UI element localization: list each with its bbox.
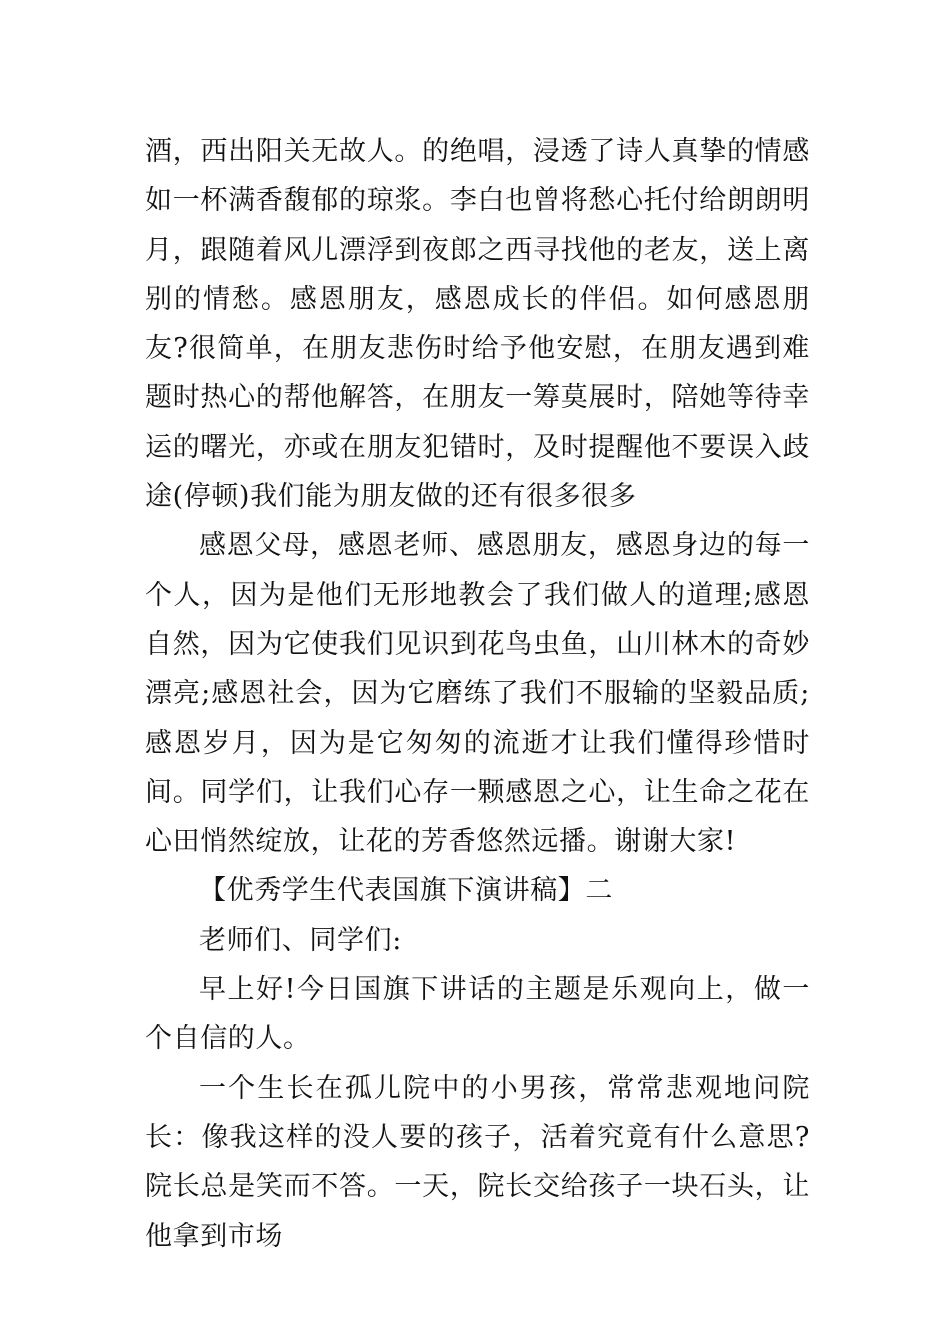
paragraph-salutation: 老师们、同学们: <box>199 924 402 956</box>
section-heading: 【优秀学生代表国旗下演讲稿】二 <box>199 875 613 907</box>
paragraph-story: 一个生长在孤儿院中的小男孩，常常悲观地问院长：像我这样的没人要的孩子，活着究竟有什么意思?院长总是笑而不答。一天，院长交给孩子一块石头，让他拿到市场 <box>145 1072 810 1252</box>
paragraph-friendship: 酒，西出阳关无故人。的绝唱，浸透了诗人真挚的情感如一杯满香馥郁的琼浆。李白也曾将愁心托付给朗朗明月，跟随着风儿漂浮到夜郎之西寻找他的老友，送上离别的情愁。感恩朋友，感恩成长的伴侣。如何感恩朋友?很简单，在朋友悲伤时给予他安慰，在朋友遇到难题时热心的帮他解答，在朋友一筹莫展时，陪她等待幸运的曙光，亦或在朋友犯错时，及时提醒他不要误入歧途(停顿)我们能为朋友做的还有很多很多 <box>145 136 810 513</box>
document-body <box>145 127 810 1261</box>
paragraph-greeting: 早上好!今日国旗下讲话的主题是乐观向上，做一个自信的人。 <box>145 974 810 1055</box>
paragraph-gratitude: 感恩父母，感恩老师、感恩朋友，感恩身边的每一个人，因为是他们无形地教会了我们做人的道理;感恩自然，因为它使我们见识到花鸟虫鱼，山川林木的奇妙漂亮;感恩社会，因为它磨练了我们不服输的坚毅品质;感恩岁月，因为是它匆匆的流逝才让我们懂得珍惜时间。同学们，让我们心存一颗感恩之心，让生命之花在心田悄然绽放，让花的芳香悠然远播。谢谢大家! <box>145 530 810 858</box>
